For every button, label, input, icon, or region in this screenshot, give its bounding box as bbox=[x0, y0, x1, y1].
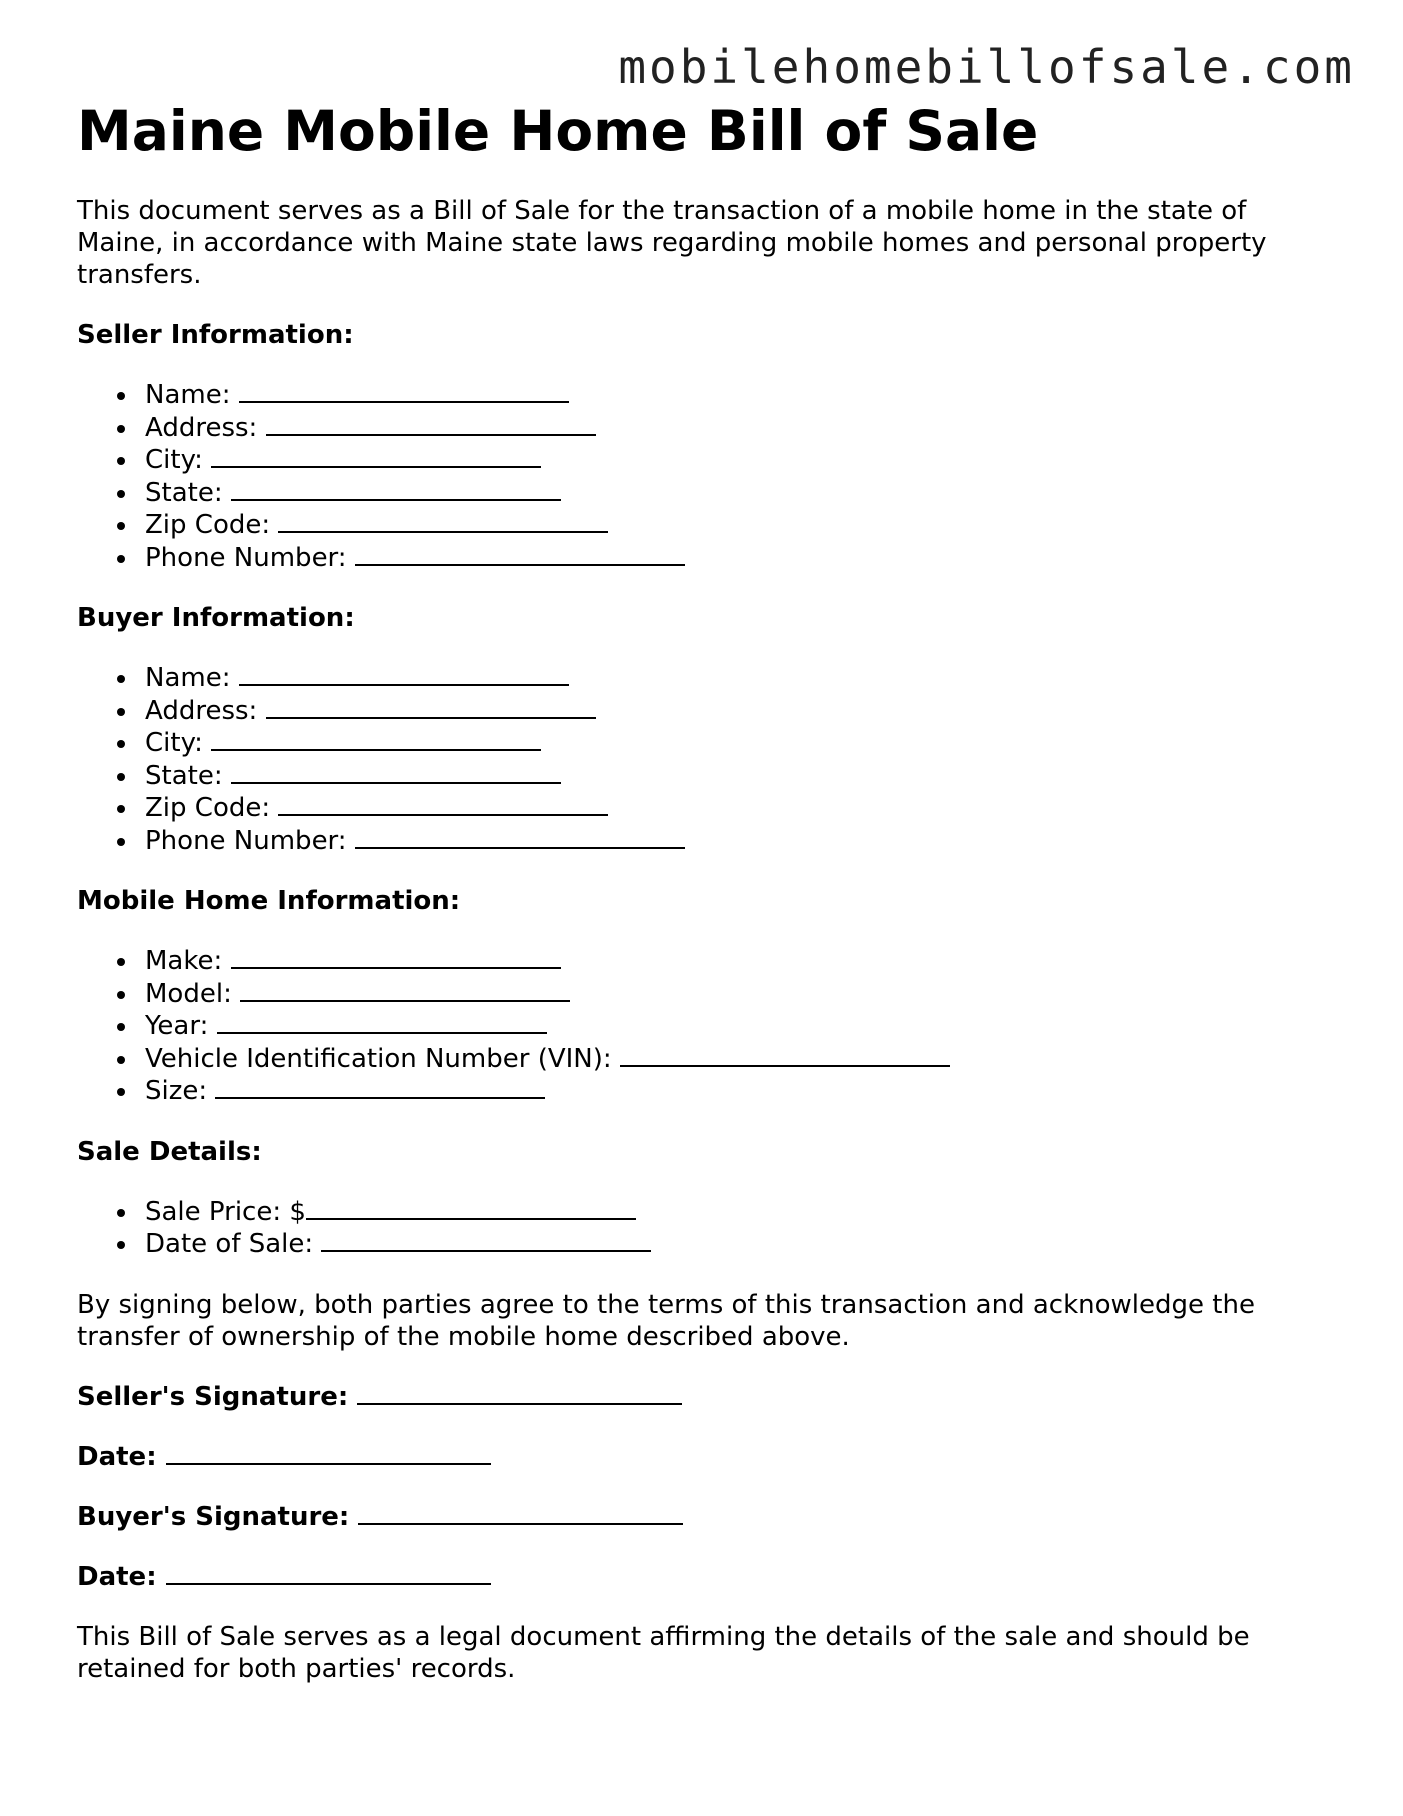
buyer-zip-blank[interactable] bbox=[278, 794, 608, 816]
seller-signature-label: Seller's Signature: bbox=[77, 1381, 358, 1412]
buyer-signature-label: Buyer's Signature: bbox=[77, 1501, 359, 1532]
field-label: State: bbox=[145, 477, 231, 508]
document-title: Maine Mobile Home Bill of Sale bbox=[77, 99, 1039, 163]
mobile-home-fields bbox=[77, 945, 1337, 1108]
buyer-state-blank[interactable] bbox=[231, 762, 561, 784]
site-watermark: mobilehomebillofsale.com bbox=[618, 40, 1355, 94]
home-model-field bbox=[145, 978, 1337, 1011]
field-label: Sale Price: $ bbox=[145, 1196, 306, 1227]
home-size-blank[interactable] bbox=[215, 1077, 545, 1099]
seller-phone-blank[interactable] bbox=[355, 544, 685, 566]
field-label: Address: bbox=[145, 695, 266, 726]
seller-city-blank[interactable] bbox=[211, 446, 541, 468]
seller-zip-field bbox=[145, 509, 1337, 542]
field-label: Size: bbox=[145, 1076, 216, 1106]
seller-state-blank[interactable] bbox=[231, 479, 561, 501]
seller-state-field bbox=[145, 477, 1337, 510]
buyer-city-blank[interactable] bbox=[211, 729, 541, 751]
buyer-signature-line bbox=[77, 1501, 1337, 1533]
buyer-name-blank[interactable] bbox=[239, 664, 569, 686]
field-label: Zip Code: bbox=[145, 510, 279, 540]
seller-heading: Seller Information: bbox=[77, 320, 354, 350]
buyer-heading: Buyer Information: bbox=[77, 603, 355, 633]
field-label: Vehicle Identification Number (VIN): bbox=[145, 1043, 620, 1074]
buyer-phone-blank[interactable] bbox=[355, 827, 685, 849]
seller-zip-blank[interactable] bbox=[278, 511, 608, 533]
seller-name-blank[interactable] bbox=[239, 381, 569, 403]
buyer-signature-blank[interactable] bbox=[358, 1503, 683, 1525]
field-label: Phone Number: bbox=[145, 825, 355, 856]
field-label: Address: bbox=[145, 412, 266, 443]
buyer-state-field bbox=[145, 760, 1337, 793]
buyer-city-field bbox=[145, 727, 1337, 760]
sale-price-field bbox=[145, 1196, 1337, 1229]
field-label: Year: bbox=[145, 1011, 217, 1041]
seller-address-blank[interactable] bbox=[266, 414, 596, 436]
field-label: Make: bbox=[145, 946, 231, 976]
field-label: Date of Sale: bbox=[145, 1229, 322, 1259]
sale-details-heading: Sale Details: bbox=[77, 1136, 262, 1167]
buyer-phone-field bbox=[145, 825, 1337, 858]
home-vin-field bbox=[145, 1043, 1337, 1076]
seller-signature-blank[interactable] bbox=[357, 1383, 682, 1405]
home-model-blank[interactable] bbox=[240, 980, 570, 1002]
closing-paragraph: This Bill of Sale serves as a legal document affirming the details of the sale and should be retained for both parties' records. bbox=[77, 1621, 1250, 1684]
home-make-field bbox=[145, 945, 1337, 978]
seller-city-field bbox=[145, 444, 1337, 477]
seller-fields bbox=[77, 379, 1337, 574]
seller-name-field bbox=[145, 379, 1337, 412]
buyer-date-label: Date: bbox=[77, 1561, 166, 1592]
buyer-address-field bbox=[145, 695, 1337, 728]
field-label: Name: bbox=[145, 663, 239, 693]
field-label: Name: bbox=[145, 380, 239, 410]
home-year-blank[interactable] bbox=[217, 1012, 547, 1034]
intro-paragraph: This document serves as a Bill of Sale for the transaction of a mobile home in the state of Maine, in accordance with Maine state laws regarding mobile homes and personal property transfers. bbox=[77, 196, 1267, 290]
seller-address-field bbox=[145, 412, 1337, 445]
bill-of-sale-document bbox=[77, 95, 1337, 1685]
home-make-blank[interactable] bbox=[231, 947, 561, 969]
home-year-field bbox=[145, 1010, 1337, 1043]
sale-price-blank[interactable] bbox=[306, 1198, 636, 1220]
field-label: City: bbox=[145, 445, 212, 475]
sale-details-fields bbox=[77, 1196, 1337, 1261]
seller-date-label: Date: bbox=[77, 1441, 166, 1472]
buyer-address-blank[interactable] bbox=[266, 697, 596, 719]
seller-signature-line bbox=[77, 1381, 1337, 1413]
sale-date-field bbox=[145, 1228, 1337, 1261]
field-label: City: bbox=[145, 728, 212, 758]
field-label: Zip Code: bbox=[145, 793, 279, 823]
buyer-fields bbox=[77, 662, 1337, 857]
sale-date-blank[interactable] bbox=[321, 1230, 651, 1252]
seller-date-blank[interactable] bbox=[166, 1443, 491, 1465]
buyer-date-line bbox=[77, 1561, 1337, 1593]
field-label: Phone Number: bbox=[145, 542, 355, 573]
buyer-zip-field bbox=[145, 792, 1337, 825]
field-label: Model: bbox=[145, 978, 241, 1009]
mobile-home-heading: Mobile Home Information: bbox=[77, 886, 461, 916]
home-size-field bbox=[145, 1075, 1337, 1108]
home-vin-blank[interactable] bbox=[620, 1045, 950, 1067]
buyer-name-field bbox=[145, 662, 1337, 695]
acknowledgement-paragraph: By signing below, both parties agree to the terms of this transaction and acknowledge the transfer of ownership of the mobile home described above. bbox=[77, 1289, 1255, 1352]
field-label: State: bbox=[145, 760, 231, 791]
seller-date-line bbox=[77, 1441, 1337, 1473]
seller-phone-field bbox=[145, 542, 1337, 575]
buyer-date-blank[interactable] bbox=[166, 1563, 491, 1585]
